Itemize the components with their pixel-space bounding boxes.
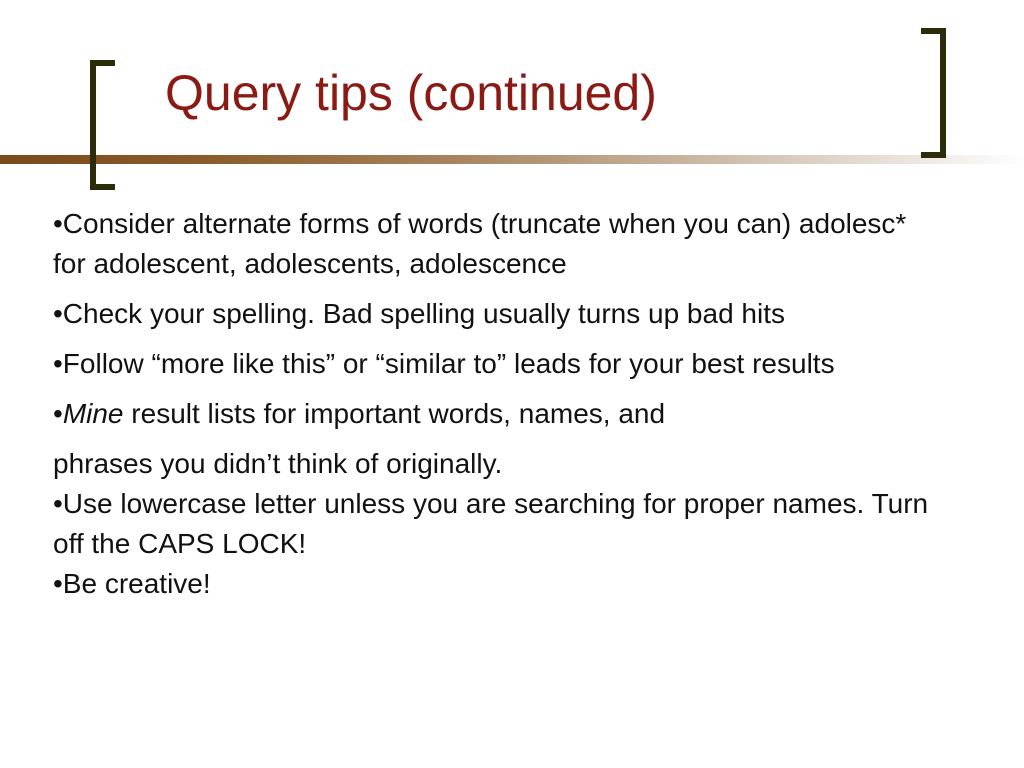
bullet-mine-rest: result lists for important words, names, and xyxy=(123,398,666,429)
bullet-be-creative: •Be creative! xyxy=(53,568,211,599)
bullet-mine-continuation: phrases you didn’t think of originally. xyxy=(53,448,503,479)
bullet-marker: • xyxy=(53,398,63,429)
bullet-follow-leads: •Follow “more like this” or “similar to” leads for your best results xyxy=(53,348,835,379)
bullet-alternate-forms: •Consider alternate forms of words (truncate when you can) adolesc* for adolescent, adolescents, adolescence xyxy=(53,208,907,279)
bullet-lowercase: •Use lowercase letter unless you are searching for proper names. Turn off the CAPS LOCK! xyxy=(53,488,929,559)
title-divider-rule xyxy=(0,155,1024,164)
left-bracket-ornament xyxy=(90,60,115,190)
emphasis-mine: Mine xyxy=(62,398,124,429)
bullet-check-spelling: •Check your spelling. Bad spelling usually turns up bad hits xyxy=(53,298,785,329)
right-bracket-ornament xyxy=(921,28,946,158)
slide-body xyxy=(53,204,943,604)
bullet-mine-results xyxy=(53,394,943,434)
slide-title: Query tips (continued) xyxy=(165,65,657,121)
